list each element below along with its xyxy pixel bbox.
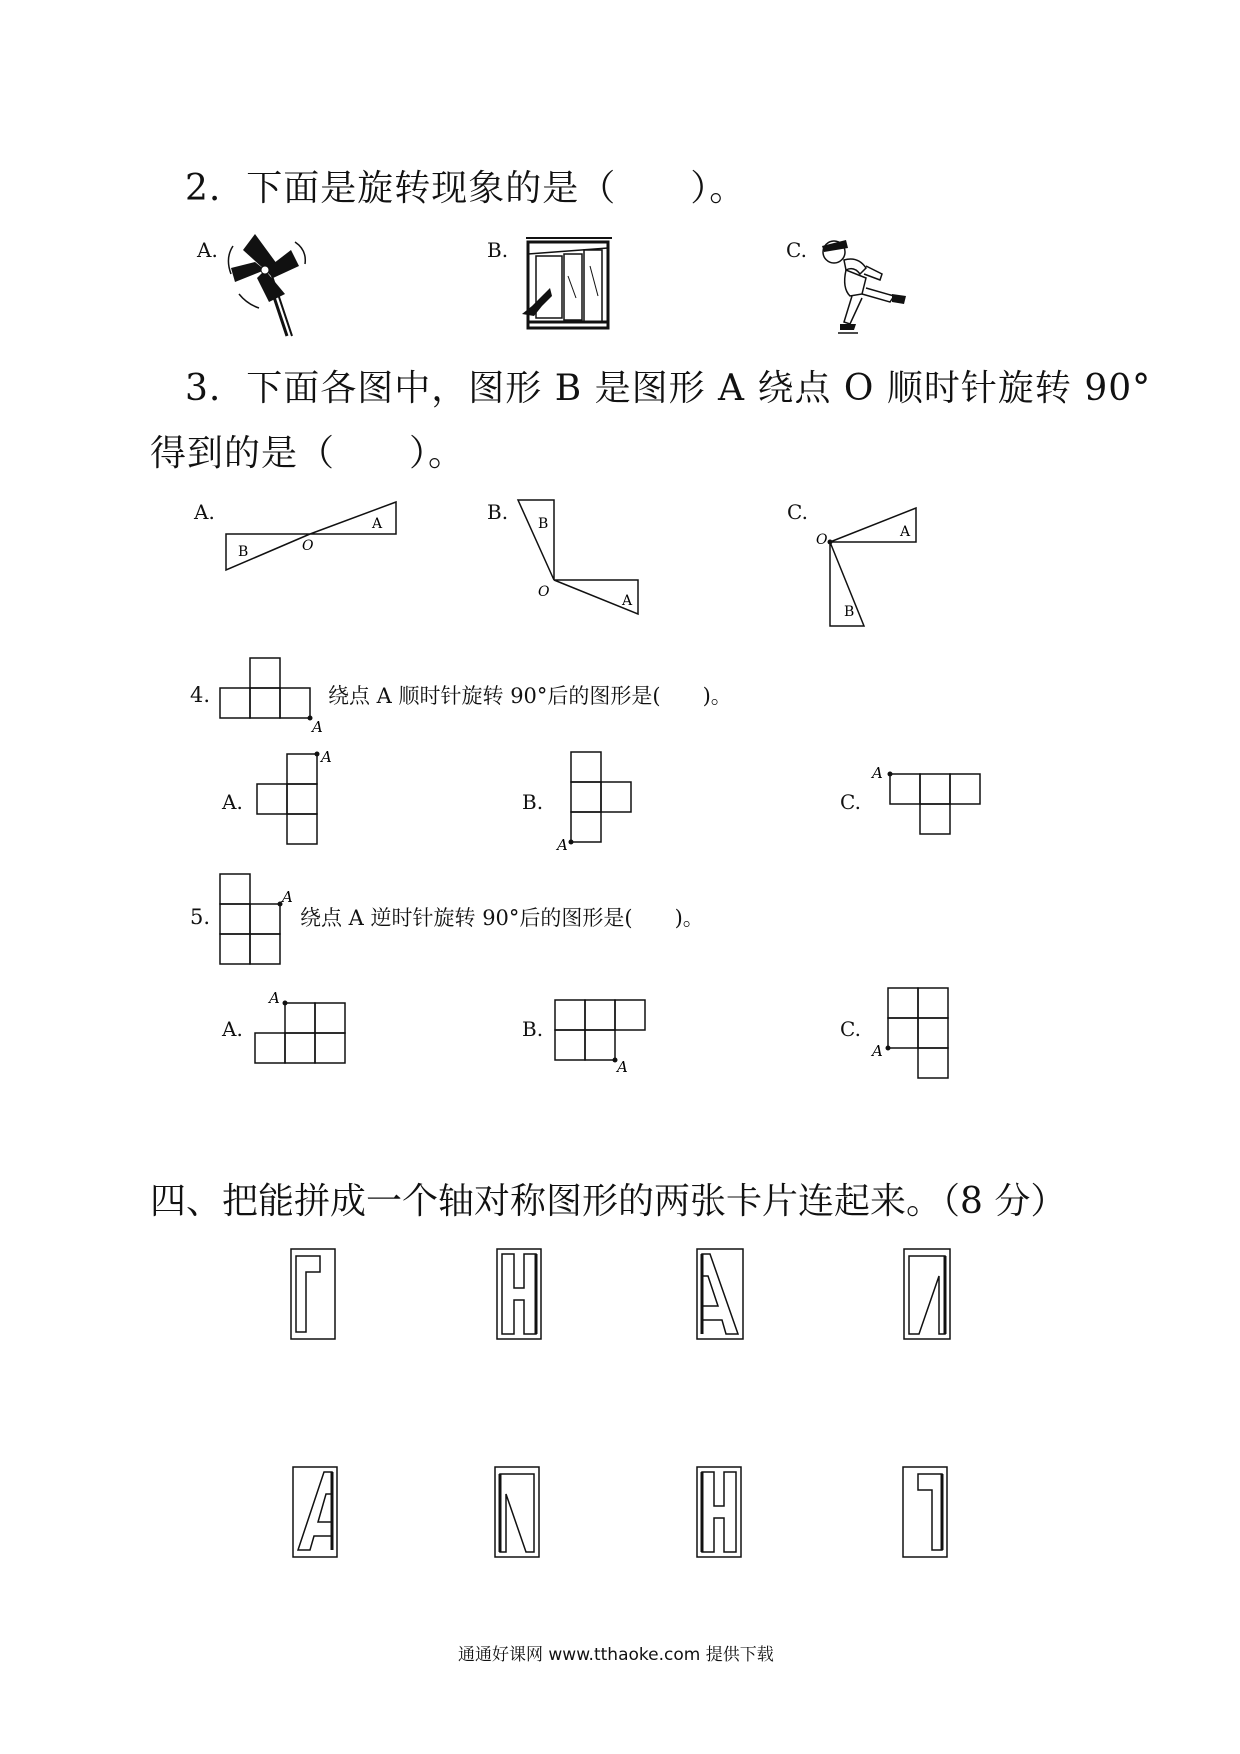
card-top-2[interactable] — [496, 1248, 542, 1340]
q2-question — [185, 160, 746, 211]
q3-number: 3. — [185, 368, 222, 409]
q3-option-b-figure — [512, 496, 652, 626]
q3-option-b-label[interactable]: B. — [487, 500, 509, 524]
card-top-1[interactable] — [290, 1248, 336, 1340]
q5-option-a-figure — [255, 989, 355, 1071]
q4-text: 绕点 A 顺时针旋转 90°后的图形是( )。 — [328, 684, 732, 708]
q5-point-label: A — [282, 888, 293, 906]
q3a-label-o: O — [302, 538, 314, 554]
q5a-point-label: A — [269, 989, 280, 1007]
q3a-label-a: A — [372, 516, 383, 532]
q4a-point-label: A — [321, 748, 332, 766]
q2-option-a-label[interactable]: A. — [197, 238, 218, 262]
q4c-point-label: A — [872, 764, 883, 782]
q3b-triangle-b — [518, 500, 554, 580]
q5-option-a-label[interactable]: A. — [222, 1017, 243, 1041]
window-picture — [520, 236, 615, 336]
q4b-point-label: A — [557, 836, 568, 854]
q3-option-a-figure — [220, 498, 400, 578]
q3a-triangle-a — [310, 502, 396, 534]
q5c-point-label: A — [872, 1042, 883, 1060]
card-bottom-3[interactable] — [696, 1466, 742, 1558]
q3b-label-a: A — [622, 593, 633, 609]
q5-option-b-figure — [553, 998, 653, 1074]
q2-option-c-label[interactable]: C. — [786, 238, 807, 262]
card-top-4[interactable] — [903, 1248, 951, 1340]
pinwheel-picture — [225, 228, 315, 338]
q3-option-c-label[interactable]: C. — [787, 500, 808, 524]
q4-number: 4. — [190, 683, 211, 707]
q5-option-c-label[interactable]: C. — [840, 1017, 861, 1041]
q3a-label-b: B — [238, 544, 249, 560]
q4-option-c-figure — [868, 764, 988, 840]
q3-text-line1: 下面各图中，图形 B 是图形 A 绕点 O 顺时针旋转 90° — [246, 368, 1152, 409]
q5-option-b-label[interactable]: B. — [522, 1017, 544, 1041]
q3b-label-b: B — [538, 516, 549, 532]
q3-option-c-figure — [812, 502, 932, 632]
card-bottom-1[interactable] — [292, 1466, 338, 1558]
card-bottom-2[interactable] — [494, 1466, 540, 1558]
section4-title: 四、把能拼成一个轴对称图形的两张卡片连起来。（8 分） — [150, 1181, 1067, 1222]
q4-option-c-label[interactable]: C. — [840, 790, 861, 814]
q4-option-b-figure — [555, 750, 655, 854]
q4-option-a-figure — [255, 750, 345, 850]
q5-original-figure — [218, 870, 308, 970]
card-bottom-4[interactable] — [902, 1466, 948, 1558]
page-footer: 通通好课网 www.tthaoke.com 提供下载 — [458, 1645, 774, 1665]
q5-text: 绕点 A 逆时针旋转 90°后的图形是( )。 — [300, 906, 704, 930]
q5b-point-label: A — [617, 1058, 628, 1076]
q3-option-a-label[interactable]: A. — [194, 500, 215, 524]
q2-option-b-label[interactable]: B. — [487, 238, 509, 262]
q3c-label-b: B — [844, 604, 855, 620]
q5-number: 5. — [190, 905, 211, 929]
q3c-label-a: A — [900, 524, 911, 540]
q2-text: 下面是旋转现象的是（ ）。 — [246, 168, 747, 209]
q4-point-label: A — [312, 718, 323, 736]
q4-option-b-label[interactable]: B. — [522, 790, 544, 814]
q4-original-figure — [220, 656, 323, 736]
q4-option-a-label[interactable]: A. — [222, 790, 243, 814]
q3b-label-o: O — [538, 584, 550, 600]
skater-picture — [810, 232, 920, 337]
q3-question-line1 — [185, 360, 1151, 411]
card-top-3[interactable] — [696, 1248, 744, 1340]
q3c-label-o: O — [816, 532, 828, 548]
q2-number: 2. — [185, 168, 222, 209]
q3-text-line2: 得到的是（ ）。 — [150, 433, 466, 474]
q5-option-c-figure — [870, 986, 960, 1082]
